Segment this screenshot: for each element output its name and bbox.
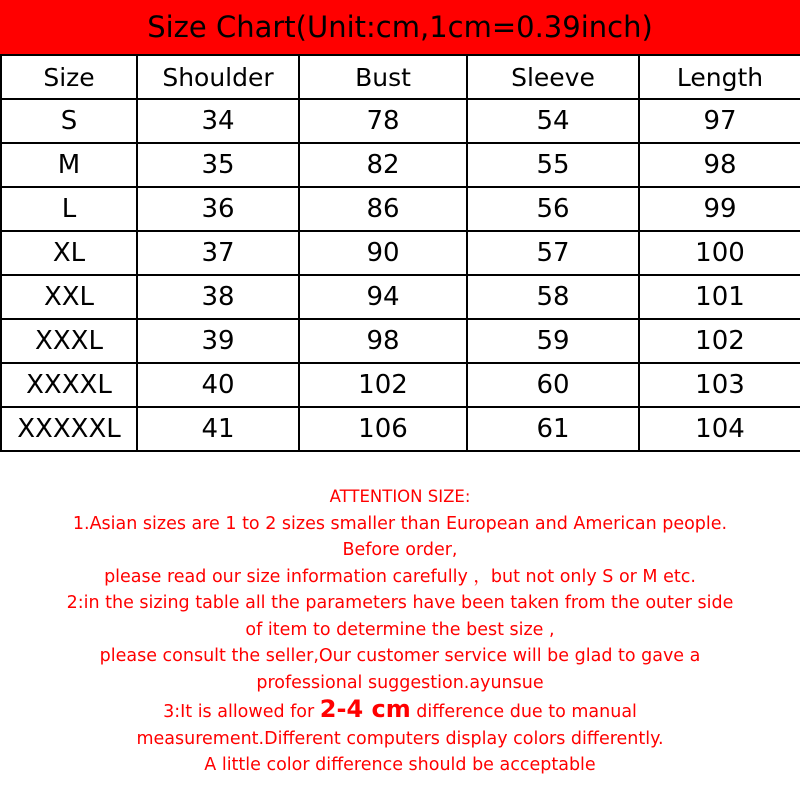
note-line-tolerance <box>0 696 800 726</box>
table-row <box>1 407 800 451</box>
measurement-cell: 100 <box>639 231 800 275</box>
size-label-cell: XXXXL <box>1 363 137 407</box>
table-row <box>1 231 800 275</box>
measurement-cell: 36 <box>137 187 299 231</box>
tolerance-value: 2-4 cm <box>319 695 411 723</box>
measurement-cell: 38 <box>137 275 299 319</box>
table-row <box>1 187 800 231</box>
note-line: professional suggestion.ayunsue <box>256 672 544 693</box>
attention-heading: ATTENTION SIZE: <box>329 487 471 506</box>
measurement-cell: 106 <box>299 407 467 451</box>
measurement-cell: 102 <box>639 319 800 363</box>
table-row <box>1 99 800 143</box>
size-label-cell: S <box>1 99 137 143</box>
note-line: please read our size information carefully ，but not only S or M etc. <box>104 566 696 587</box>
size-label-cell: M <box>1 143 137 187</box>
measurement-cell: 98 <box>639 143 800 187</box>
measurement-cell: 54 <box>467 99 639 143</box>
measurement-cell: 56 <box>467 187 639 231</box>
note-line: measurement.Different computers display colors differently. <box>136 728 664 749</box>
size-label-cell: XXXXXL <box>1 407 137 451</box>
measurement-cell: 60 <box>467 363 639 407</box>
size-chart-title-text: Size Chart(Unit:cm,1cm=0.39inch) <box>147 10 653 44</box>
measurement-cell: 90 <box>299 231 467 275</box>
table-header-row <box>1 55 800 99</box>
size-label-cell: XXXL <box>1 319 137 363</box>
measurement-cell: 59 <box>467 319 639 363</box>
note-text: difference due to manual <box>410 702 637 722</box>
column-header: Sleeve <box>467 55 639 99</box>
table-row <box>1 363 800 407</box>
column-header: Length <box>639 55 800 99</box>
note-line: please consult the seller,Our customer service will be glad to gave a <box>99 646 701 666</box>
note-line: A little color difference should be acceptable <box>204 755 596 775</box>
measurement-cell: 34 <box>137 99 299 143</box>
measurement-cell: 104 <box>639 407 800 451</box>
measurement-cell: 40 <box>137 363 299 407</box>
measurement-cell: 82 <box>299 143 467 187</box>
measurement-cell: 101 <box>639 275 800 319</box>
measurement-cell: 103 <box>639 363 800 407</box>
measurement-cell: 99 <box>639 187 800 231</box>
measurement-cell: 41 <box>137 407 299 451</box>
measurement-cell: 55 <box>467 143 639 187</box>
size-notes <box>0 484 800 779</box>
column-header: Bust <box>299 55 467 99</box>
column-header: Shoulder <box>137 55 299 99</box>
note-line: 1.Asian sizes are 1 to 2 sizes smaller than European and American people. <box>72 513 728 534</box>
note-text: 3:It is allowed for <box>163 702 320 722</box>
table-body <box>1 99 800 451</box>
measurement-cell: 78 <box>299 99 467 143</box>
measurement-cell: 86 <box>299 187 467 231</box>
note-line: Before order, <box>342 540 458 560</box>
measurement-cell: 35 <box>137 143 299 187</box>
size-label-cell: XL <box>1 231 137 275</box>
table-row <box>1 319 800 363</box>
size-table <box>0 54 800 452</box>
size-label-cell: XXL <box>1 275 137 319</box>
measurement-cell: 97 <box>639 99 800 143</box>
measurement-cell: 102 <box>299 363 467 407</box>
note-line: 2:in the sizing table all the parameters have been taken from the outer side <box>66 593 734 613</box>
table-row <box>1 275 800 319</box>
measurement-cell: 94 <box>299 275 467 319</box>
note-line: of item to determine the best size , <box>245 619 555 640</box>
measurement-cell: 37 <box>137 231 299 275</box>
measurement-cell: 57 <box>467 231 639 275</box>
table-row <box>1 143 800 187</box>
measurement-cell: 39 <box>137 319 299 363</box>
measurement-cell: 61 <box>467 407 639 451</box>
size-chart-title <box>0 0 800 54</box>
measurement-cell: 58 <box>467 275 639 319</box>
column-header: Size <box>1 55 137 99</box>
size-label-cell: L <box>1 187 137 231</box>
measurement-cell: 98 <box>299 319 467 363</box>
